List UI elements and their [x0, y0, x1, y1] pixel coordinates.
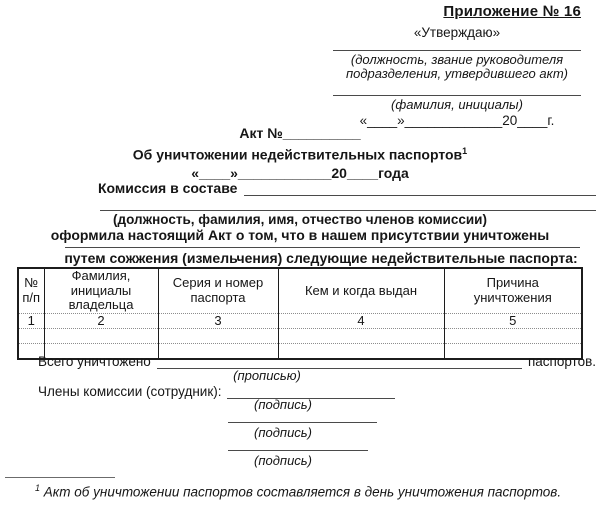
- signature-caption-1: (подпись): [254, 397, 312, 412]
- commission-row: [98, 180, 596, 196]
- col-number-5: 5: [444, 313, 582, 329]
- commission-members-caption: (должность, фамилия, имя, отчество членов комиссии): [113, 212, 487, 227]
- footnote-separator: [5, 477, 115, 478]
- approver-position-blank-line: [333, 41, 581, 51]
- col-header-number: № п/п: [18, 268, 44, 313]
- signature-blank-line-2: [228, 422, 377, 423]
- table-header-row: [18, 268, 582, 313]
- approver-name-blank-line: [333, 82, 581, 96]
- col-number-3: 3: [158, 313, 278, 329]
- act-number-line: Акт №__________: [239, 125, 361, 141]
- table-cell-empty: [444, 329, 582, 344]
- approve-label: «Утверждаю»: [413, 25, 501, 40]
- col-header-reason: Причина уничтожения: [444, 268, 582, 313]
- approver-position-caption-line1: (должность, звание руководителя: [350, 51, 564, 67]
- commission-members-label: Члены комиссии (сотрудник):: [38, 384, 222, 399]
- table-cell-empty: [18, 329, 44, 344]
- commission-blank-line: [244, 180, 596, 196]
- commission-label: Комиссия в составе: [98, 180, 238, 196]
- approval-block: [333, 25, 581, 129]
- commission-blank-line-2: [100, 210, 596, 211]
- total-destroyed-blank-line: [157, 355, 522, 369]
- table-cell-empty: [158, 329, 278, 344]
- destroyed-passports-table: [17, 267, 583, 360]
- approver-position-caption-line2: подразделения, утвердившего акт): [345, 66, 569, 82]
- appendix-number: Приложение № 16: [443, 3, 581, 20]
- signature-caption-2: (подпись): [254, 425, 312, 440]
- act-title-block: [0, 124, 600, 182]
- approver-name-caption: (фамилия, инициалы): [391, 97, 523, 113]
- col-number-4: 4: [278, 313, 444, 329]
- col-header-series: Серия и номер паспорта: [158, 268, 278, 313]
- col-number-2: 2: [44, 313, 158, 329]
- act-title: [0, 142, 600, 164]
- act-title-footnote-mark: 1: [462, 146, 468, 156]
- col-header-owner: Фамилия, инициалы владельца: [44, 268, 158, 313]
- act-date-blank: «____»____________20____года: [191, 164, 409, 181]
- approve-date-blank: «____»_____________20____г.: [359, 113, 555, 129]
- signature-caption-3: (подпись): [254, 453, 312, 468]
- signature-blank-line-3: [228, 450, 368, 451]
- col-header-issued: Кем и когда выдан: [278, 268, 444, 313]
- footnote-mark: 1: [35, 483, 41, 493]
- total-destroyed-suffix: паспортов.: [527, 354, 596, 369]
- total-destroyed-label: Всего уничтожено: [38, 354, 151, 369]
- column-numbers-row: [18, 313, 582, 329]
- act-body-line1: оформила настоящий Акт о том, что в нашем присутствии уничтожены: [50, 227, 550, 243]
- approver-position-caption: [333, 53, 581, 83]
- commission-members-signature-row: [38, 384, 395, 399]
- table-empty-row: [18, 329, 582, 344]
- table-cell-empty: [278, 329, 444, 344]
- total-destroyed-row: [38, 354, 596, 369]
- footnote: [35, 483, 575, 500]
- act-body-line2: путем сожжения (измельчения) следующие недействительные паспорта:: [64, 250, 578, 266]
- footnote-text: Акт об уничтожении паспортов составляется в день уничтожения паспортов.: [40, 484, 562, 500]
- col-number-1: 1: [18, 313, 44, 329]
- total-in-words-caption: (прописью): [233, 368, 301, 383]
- table-cell-empty: [44, 329, 158, 344]
- act-title-text: Об уничтожении недействительных паспортов: [132, 146, 463, 163]
- body-blank-line: [65, 247, 580, 248]
